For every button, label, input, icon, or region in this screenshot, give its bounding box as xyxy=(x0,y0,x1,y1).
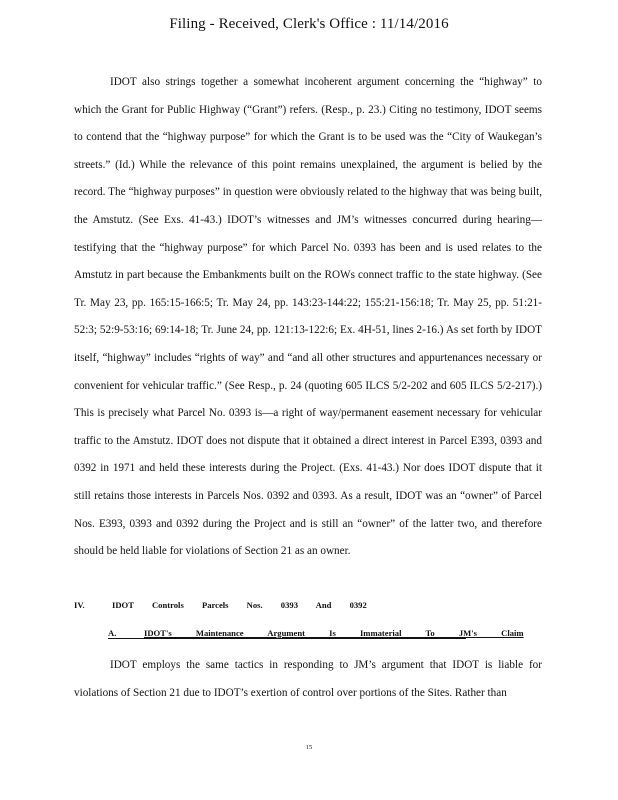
section-title: IDOT Controls Parcels Nos. 0393 And 0392 xyxy=(112,600,367,610)
section-heading-iv xyxy=(74,600,367,610)
subsection-title: IDOT's Maintenance Argument Is Immaterial To JM's Claim xyxy=(144,628,524,638)
body-paragraph: IDOT also strings together a somewhat incoherent argument concerning the “highway” to which the Grant for Public Highway (“Grant”) refers. (Resp., p. 23.) Citing no testimony, IDOT seems to contend that the “highway purpose” for which the Grant is to be used was the “City of Waukegan’s streets.” (Id.) While the relevance of this point remains unexplained, the argument is belied by the record. The “highway purposes” in question were obviously related to the highway that was being built, the Amstutz. (See Exs. 41-43.) IDOT’s witnesses and JM’s witnesses concurred during hearing—testifying that the “highway purpose” for which Parcel No. 0393 has been and is used relates to the Amstutz in part because the Embankments built on the ROWs connect traffic to the state highway. (See Tr. May 23, pp. 165:15-166:5; Tr. May 24, pp. 143:23-144:22; 155:21-156:18; Tr. May 25, pp. 51:21-52:3; 52:9-53:16; 69:14-18; Tr. June 24, pp. 121:13-122:6; Ex. 4H-51, lines 2-16.) As set forth by IDOT itself, “highway” includes “rights of way” and “and all other structures and appurtenances necessary or convenient for vehicular traffic.” (See Resp., p. 24 (quoting 605 ILCS 5/2-202 and 605 ILCS 5/2-217).) This is precisely what Parcel No. 0393 is—a right of way/permanent easement necessary for vehicular traffic to the Amstutz. IDOT does not dispute that it obtained a direct interest in Parcel E393, 0393 and 0392 in 1971 and held these interests during the Project. (Exs. 41-43.) Nor does IDOT dispute that it still retains those interests in Parcels Nos. 0392 and 0393. As a result, IDOT was an “owner” of Parcel Nos. E393, 0393 and 0392 during the Project and is still an “owner” of the latter two, and therefore should be held liable for violations of Section 21 as an owner. xyxy=(74,76,542,558)
page-number: 15 xyxy=(305,744,313,751)
filing-header: Filing - Received, Clerk's Office : 11/14/2016 xyxy=(169,16,449,32)
body-paragraph-container xyxy=(74,69,542,566)
subsection-number: A. xyxy=(108,628,117,638)
section-number: IV. xyxy=(74,600,85,610)
body-paragraph: IDOT employs the same tactics in responding to JM’s argument that IDOT is liable for violations of Section 21 due to IDOT’s exertion of control over portions of the Sites. Rather than xyxy=(74,659,542,699)
body-paragraph-container-2 xyxy=(74,652,542,707)
subsection-heading-a xyxy=(108,628,524,639)
